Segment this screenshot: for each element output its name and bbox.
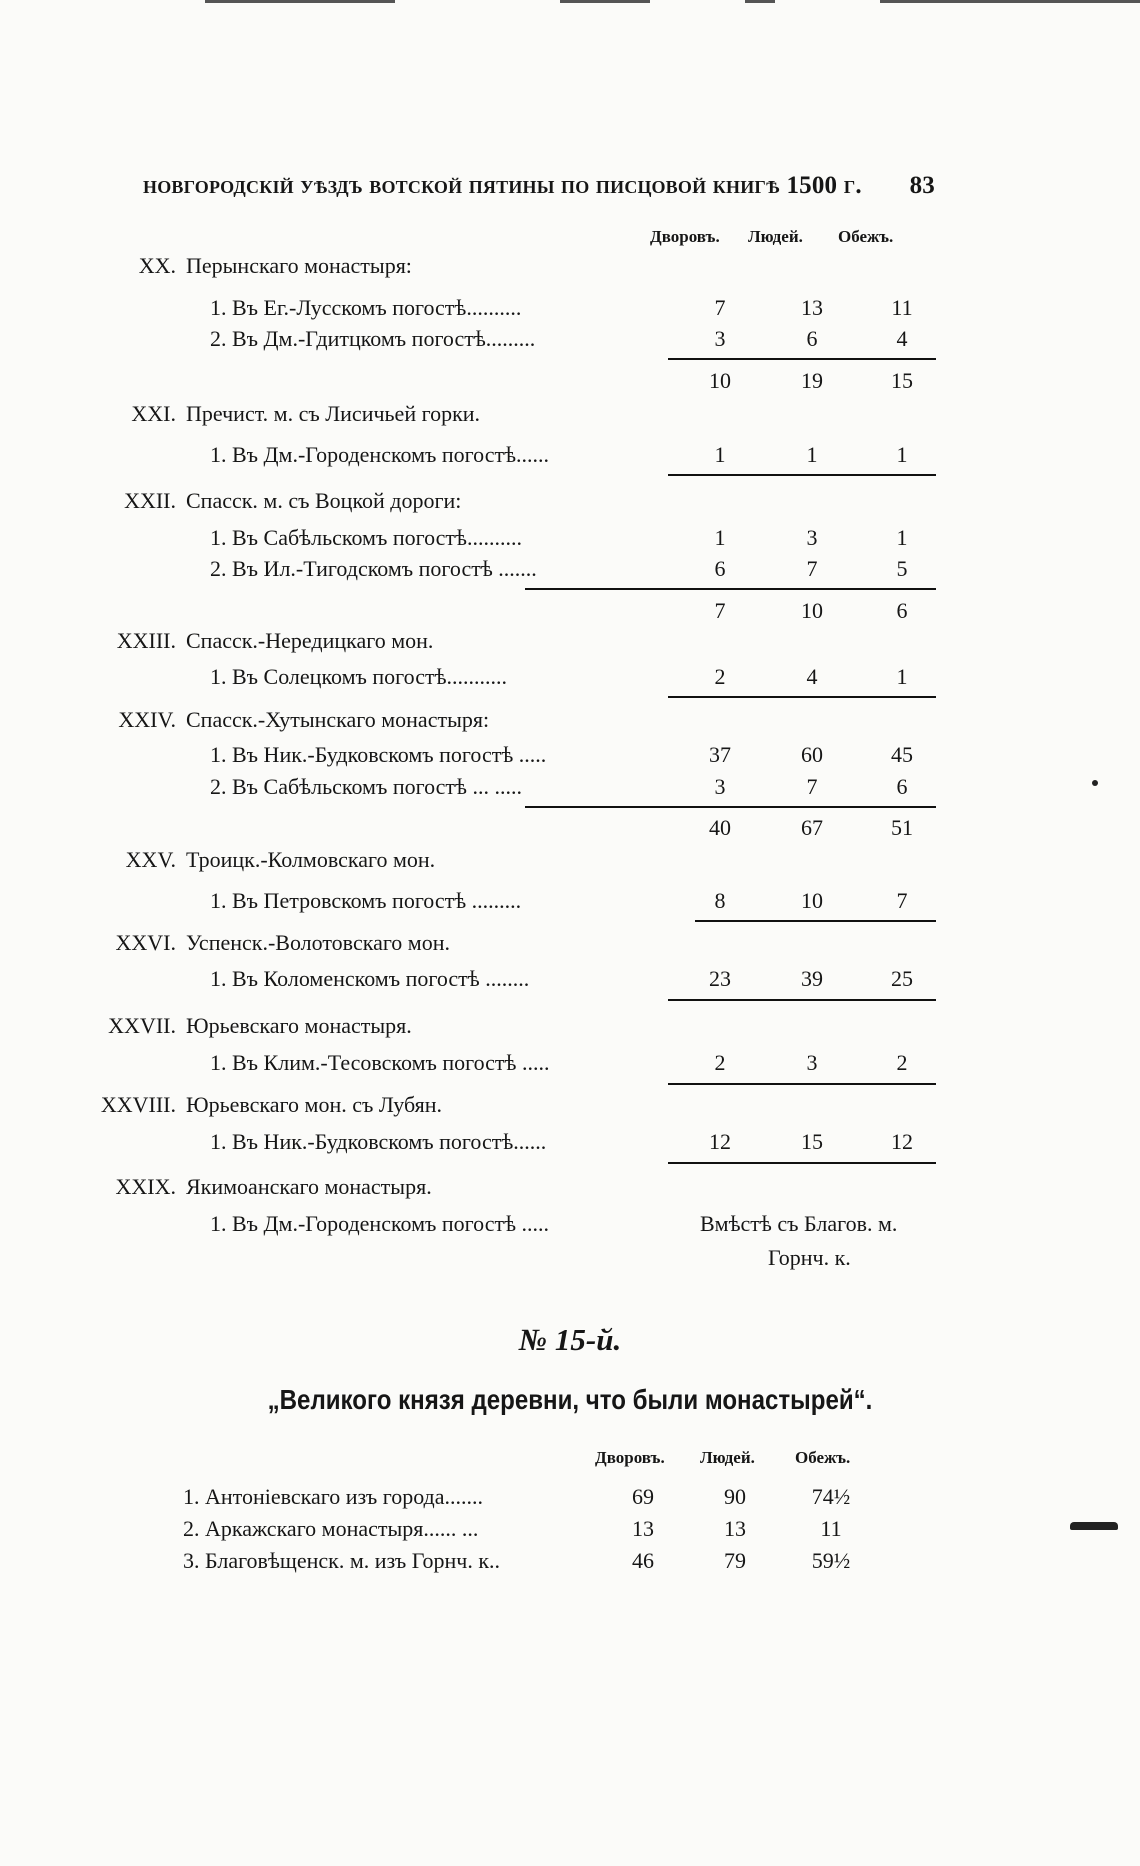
total-row — [210, 596, 930, 626]
value-obezh: 4 — [896, 326, 908, 351]
section-heading — [70, 626, 570, 656]
value-dvorov: 2 — [714, 1050, 726, 1075]
section-number: XXVI. — [115, 930, 176, 955]
row-label: 1. Въ Дм.-Городенскомъ погостѣ...... — [210, 442, 550, 467]
sum-rule — [668, 474, 936, 476]
value-dvorov: 7 — [714, 295, 726, 320]
total-dvorov: 10 — [709, 368, 731, 393]
section-title: Якимоанскаго монастыря. — [186, 1174, 432, 1199]
total-lyudei: 19 — [801, 368, 823, 393]
top-scan-rule — [205, 0, 395, 3]
section-title: Успенск.-Волотовскаго мон. — [186, 930, 450, 955]
value-lyudei: 13 — [801, 295, 823, 320]
value-obezh: 7 — [896, 888, 908, 913]
value-lyudei: 60 — [801, 742, 823, 767]
section-title: Спасск.-Нередицкаго мон. — [186, 628, 434, 653]
row-label: 1. Въ Ег.-Лусскомъ погостѣ.......... — [210, 295, 522, 320]
section-heading — [70, 705, 570, 735]
row-label: 2. Въ Ил.-Тигодскомъ погостѣ ....... — [210, 556, 537, 581]
row-label: 1. Въ Коломенскомъ погостѣ ........ — [210, 966, 530, 991]
value-obezh: 1 — [896, 525, 908, 550]
row-label: 1. Въ Петровскомъ погостѣ ......... — [210, 888, 522, 913]
row-label: 1. Въ Ник.-Будковскомъ погостѣ...... — [210, 1129, 547, 1154]
col-head-obezh: Обежъ. — [795, 1448, 851, 1467]
section-number: XXVII. — [108, 1013, 176, 1038]
row-label: 1. Въ Дм.-Городенскомъ погостѣ ..... — [210, 1211, 550, 1236]
value-dvorov: 23 — [709, 966, 731, 991]
section-heading — [70, 845, 570, 875]
table-row — [210, 324, 930, 354]
value-dvorov: 1 — [714, 442, 726, 467]
value-lyudei: 1 — [806, 442, 818, 467]
table-row — [210, 293, 930, 323]
sum-rule — [668, 696, 936, 698]
joint-note: Вмѣстѣ съ Благов. м. — [700, 1211, 898, 1236]
table-row — [210, 440, 930, 470]
value-obezh: 1 — [896, 442, 908, 467]
col-head-dvorov: Дворовъ. — [650, 227, 720, 246]
total-row — [210, 366, 930, 396]
total-dvorov: 7 — [714, 598, 726, 623]
scan-speck — [1092, 780, 1098, 786]
total-obezh: 51 — [891, 815, 913, 840]
row-label: 2. Въ Сабѣльскомъ погостѣ ... ..... — [210, 774, 522, 799]
table-row — [183, 1546, 903, 1576]
section-title: Юрьевскаго мон. съ Лубян. — [186, 1092, 442, 1117]
row-label: 1. Въ Клим.-Тесовскомъ погостѣ ..... — [210, 1050, 550, 1075]
table-row — [210, 964, 930, 994]
total-obezh: 15 — [891, 368, 913, 393]
section-number: XX. — [138, 253, 176, 278]
section-heading — [70, 1172, 570, 1202]
sum-rule — [668, 358, 936, 360]
total-obezh: 6 — [896, 598, 908, 623]
sum-rule — [668, 1083, 936, 1085]
section-number: XXI. — [131, 401, 176, 426]
top-scan-rule — [560, 0, 650, 3]
value-lyudei: 4 — [806, 664, 818, 689]
table-row — [210, 886, 930, 916]
column-headings — [650, 227, 920, 247]
value-dvorov: 3 — [714, 774, 726, 799]
section-title: Спасск. м. съ Воцкой дороги: — [186, 488, 462, 513]
col-head-lyudei: Людей. — [700, 1448, 755, 1467]
table-row — [183, 1514, 903, 1544]
joint-note-continued: Горнч. к. — [768, 1245, 851, 1270]
document-title: „Великого князя деревни, что были монастырей“. — [267, 1384, 873, 1415]
table-row — [210, 554, 930, 584]
section-title: Пречист. м. съ Лисичьей горки. — [186, 401, 481, 426]
value-dvorov: 3 — [714, 326, 726, 351]
table-row — [183, 1482, 903, 1512]
section-title: Юрьевскаго монастыря. — [186, 1013, 412, 1038]
row-label: 2. Въ Дм.-Гдитцкомъ погостѣ......... — [210, 326, 536, 351]
row-label: 2. Аркажскаго монастыря...... ... — [183, 1516, 479, 1541]
col-head-lyudei: Людей. — [748, 227, 803, 246]
sum-rule — [525, 806, 936, 808]
value-lyudei: 3 — [806, 1050, 818, 1075]
value-lyudei: 10 — [801, 888, 823, 913]
value-dvorov: 37 — [709, 742, 731, 767]
section-number: XXIII. — [116, 628, 176, 653]
row-label: 3. Благовѣщенск. м. изъ Горнч. к.. — [183, 1548, 501, 1573]
section-heading — [70, 486, 570, 516]
value-dvorov: 12 — [709, 1129, 731, 1154]
value-dvorov: 69 — [632, 1484, 654, 1509]
value-dvorov: 6 — [714, 556, 726, 581]
value-obezh: 2 — [896, 1050, 908, 1075]
running-head-text: новгородскій уѣздъ вотской пятины по писцовой книгѣ 1500 г. — [143, 172, 862, 199]
running-head — [143, 172, 935, 200]
table-row — [210, 740, 930, 770]
value-lyudei: 15 — [801, 1129, 823, 1154]
sum-rule — [668, 1162, 936, 1164]
value-obezh: 59½ — [811, 1548, 851, 1573]
value-lyudei: 7 — [806, 774, 818, 799]
value-obezh: 6 — [896, 774, 908, 799]
value-dvorov: 1 — [714, 525, 726, 550]
section-title: Спасск.-Хутынскаго монастыря: — [186, 707, 490, 732]
value-lyudei: 90 — [724, 1484, 746, 1509]
value-lyudei: 39 — [801, 966, 823, 991]
section-title: Перынскаго монастыря: — [186, 253, 412, 278]
value-dvorov: 2 — [714, 664, 726, 689]
top-scan-rule — [745, 0, 775, 3]
section-heading — [70, 399, 570, 429]
row-label: 1. Антоніевскаго изъ города....... — [183, 1484, 484, 1509]
value-obezh: 5 — [896, 556, 908, 581]
table-row — [210, 662, 930, 692]
row-label: 1. Въ Сабѣльскомъ погостѣ.......... — [210, 525, 522, 550]
value-obezh: 11 — [891, 295, 913, 320]
table-row — [210, 772, 930, 802]
table-row — [210, 1048, 930, 1078]
value-obezh: 12 — [891, 1129, 913, 1154]
scan-smudge — [1070, 1522, 1118, 1530]
total-lyudei: 67 — [801, 815, 823, 840]
section-heading — [70, 251, 570, 281]
table-row — [210, 1127, 930, 1157]
section-number: XXVIII. — [100, 1092, 176, 1117]
value-obezh: 1 — [896, 664, 908, 689]
sum-rule — [695, 920, 936, 922]
col-head-obezh: Обежъ. — [838, 227, 894, 246]
section-number: XXIV. — [118, 707, 176, 732]
section-heading — [70, 1011, 570, 1041]
value-lyudei: 13 — [724, 1516, 746, 1541]
top-scan-rule — [880, 0, 1140, 3]
document-number: № 15-й. — [518, 1322, 622, 1357]
row-label: 1. Въ Солецкомъ погостѣ........... — [210, 664, 508, 689]
value-dvorov: 8 — [714, 888, 726, 913]
section-number: XXII. — [124, 488, 176, 513]
value-obezh: 74½ — [811, 1484, 851, 1509]
col-head-dvorov: Дворовъ. — [595, 1448, 665, 1467]
value-lyudei: 3 — [806, 525, 818, 550]
sum-rule — [525, 588, 936, 590]
table-row — [210, 523, 930, 553]
section-heading — [70, 1090, 570, 1120]
value-obezh: 45 — [891, 742, 913, 767]
row-label: 1. Въ Ник.-Будковскомъ погостѣ ..... — [210, 742, 547, 767]
value-obezh: 25 — [891, 966, 913, 991]
value-dvorov: 13 — [632, 1516, 654, 1541]
value-lyudei: 7 — [806, 556, 818, 581]
section-title: Троицк.-Колмовскаго мон. — [186, 847, 436, 872]
value-obezh: 11 — [820, 1516, 842, 1541]
total-lyudei: 10 — [801, 598, 823, 623]
sum-rule — [668, 999, 936, 1001]
value-dvorov: 46 — [632, 1548, 654, 1573]
section-number: XXV. — [125, 847, 176, 872]
value-lyudei: 6 — [806, 326, 818, 351]
value-lyudei: 79 — [724, 1548, 746, 1573]
section-heading — [70, 928, 570, 958]
page-number: 83 — [909, 172, 935, 199]
section-number: XXIX. — [115, 1174, 176, 1199]
total-dvorov: 40 — [709, 815, 731, 840]
total-row — [210, 813, 930, 843]
